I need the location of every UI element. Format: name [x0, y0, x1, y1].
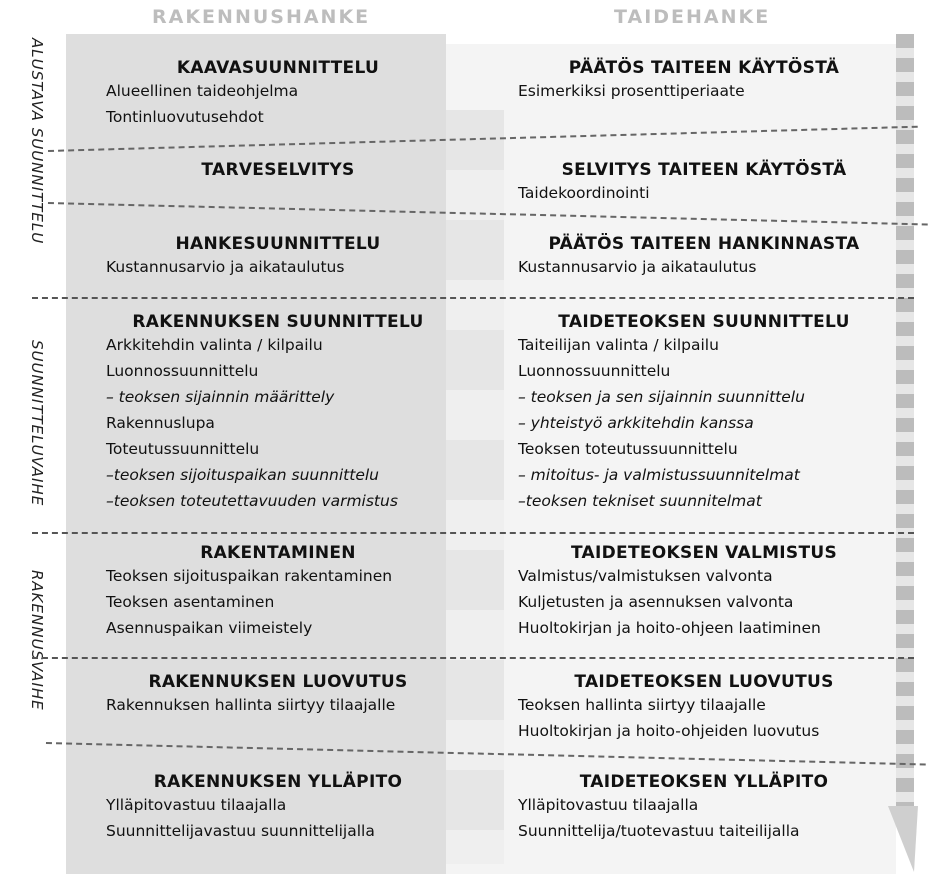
- cell-line: –teoksen toteutettavuuden varmistus: [106, 492, 398, 510]
- cell-line: – mitoitus- ja valmistussuunnitelmat: [518, 466, 800, 484]
- phase-label-preliminary: ALUSTAVA SUUNNITTELU: [28, 38, 46, 245]
- cell-line: Teoksen sijoituspaikan rakentaminen: [106, 567, 393, 585]
- cell-art-procurement-decision: [508, 234, 900, 280]
- cell-artwork-handover: [508, 672, 900, 744]
- cell-line: Asennuspaikan viimeistely: [106, 619, 313, 637]
- cell-title: RAKENNUKSEN LUOVUTUS: [148, 672, 408, 692]
- cell-line: Kustannusarvio ja aikataulutus: [106, 258, 345, 276]
- phase-separator-2: [32, 532, 914, 534]
- cell-line: –teoksen tekniset suunnitelmat: [518, 492, 762, 510]
- cell-line: Huoltokirjan ja hoito-ohjeiden luovutus: [518, 722, 820, 740]
- cell-line: Luonnossuunnittelu: [518, 362, 671, 380]
- building-project-header: RAKENNUSHANKE: [152, 6, 371, 28]
- cell-line: Arkkitehdin valinta / kilpailu: [106, 336, 323, 354]
- cell-line: Kustannusarvio ja aikataulutus: [518, 258, 757, 276]
- cell-art-use-decision: [508, 58, 900, 104]
- cell-title: TAIDETEOKSEN YLLÄPITO: [579, 772, 829, 792]
- cell-artwork-manufacturing: [508, 543, 900, 641]
- cell-line: Rakennuksen hallinta siirtyy tilaajalle: [106, 696, 396, 714]
- cell-building-handover: [96, 672, 460, 718]
- cell-line: Toteutussuunnittelu: [106, 440, 260, 458]
- cell-building-design: [96, 312, 460, 514]
- cell-artwork-design: [508, 312, 900, 514]
- cell-line: Esimerkiksi prosenttiperiaate: [518, 82, 745, 100]
- cell-line: –teoksen sijoituspaikan suunnittelu: [106, 466, 380, 484]
- cell-line: Teoksen asentaminen: [106, 593, 275, 611]
- cell-line: Teoksen toteutussuunnittelu: [518, 440, 738, 458]
- art-project-header: TAIDEHANKE: [614, 6, 771, 28]
- cell-line: Teoksen hallinta siirtyy tilaajalle: [518, 696, 766, 714]
- cell-line: Taidekoordinointi: [518, 184, 650, 202]
- cell-line: Suunnittelija/tuotevastuu taiteilijalla: [518, 822, 800, 840]
- cell-line: Ylläpitovastuu tilaajalla: [106, 796, 287, 814]
- cell-title: TAIDETEOKSEN VALMISTUS: [570, 543, 838, 563]
- cell-title: RAKENNUKSEN SUUNNITTELU: [132, 312, 424, 332]
- cell-title: TARVESELVITYS: [201, 160, 355, 180]
- cell-title: KAAVASUUNNITTELU: [176, 58, 380, 78]
- cell-line: Suunnittelijavastuu suunnittelijalla: [106, 822, 375, 840]
- cell-title: RAKENNUKSEN YLLÄPITO: [153, 772, 403, 792]
- phase-label-construction: RAKENNUSVAIHE: [28, 570, 46, 711]
- cell-art-use-study: [508, 160, 900, 206]
- cell-title: TAIDETEOKSEN SUUNNITTELU: [558, 312, 850, 332]
- cell-artwork-maintenance: [508, 772, 900, 844]
- cell-line: Ylläpitovastuu tilaajalla: [518, 796, 699, 814]
- cell-line: Alueellinen taideohjelma: [106, 82, 299, 100]
- cell-title: SELVITYS TAITEEN KÄYTÖSTÄ: [561, 160, 847, 180]
- cell-line: Tontinluovutusehdot: [106, 108, 264, 126]
- cell-title: PÄÄTÖS TAITEEN HANKINNASTA: [548, 234, 860, 254]
- cell-building-maintenance: [96, 772, 460, 844]
- cell-line: Rakennuslupa: [106, 414, 215, 432]
- cell-title: HANKESUUNNITTELU: [175, 234, 381, 254]
- phase-separator-1: [32, 297, 914, 299]
- phase-label-design: SUUNNITTELUVAIHE: [28, 340, 46, 507]
- cell-project-planning: [96, 234, 460, 280]
- cell-line: – teoksen ja sen sijainnin suunnittelu: [518, 388, 805, 406]
- cell-needs-assessment: [96, 160, 460, 180]
- cell-line: – teoksen sijainnin määrittely: [106, 388, 335, 406]
- cell-zoning-planning: [96, 58, 460, 130]
- cell-line: Valmistus/valmistuksen valvonta: [518, 567, 773, 585]
- cell-line: Huoltokirjan ja hoito-ohjeen laatiminen: [518, 619, 821, 637]
- cell-title: TAIDETEOKSEN LUOVUTUS: [574, 672, 834, 692]
- cell-title: PÄÄTÖS TAITEEN KÄYTÖSTÄ: [568, 58, 840, 78]
- cell-line: – yhteistyö arkkitehdin kanssa: [518, 414, 754, 432]
- cell-line: Luonnossuunnittelu: [106, 362, 259, 380]
- cell-title: RAKENTAMINEN: [200, 543, 356, 563]
- phase-separator-3: [32, 657, 914, 659]
- cell-construction: [96, 543, 460, 641]
- cell-line: Taiteilijan valinta / kilpailu: [518, 336, 719, 354]
- cell-line: Kuljetusten ja asennuksen valvonta: [518, 593, 794, 611]
